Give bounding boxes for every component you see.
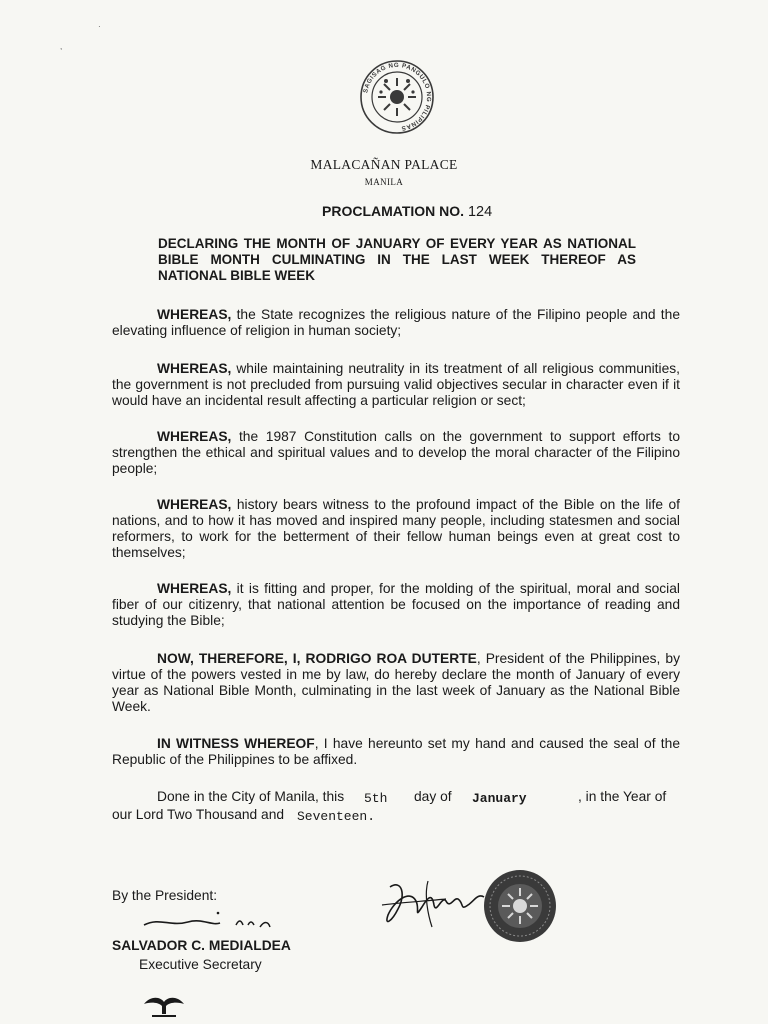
office-stamp-icon (140, 990, 188, 1020)
whereas-paragraph-4 (112, 497, 680, 561)
paragraph-text: history bears witness to the profound impact of the Bible on the life of nations, and to how it has moved and inspired many people, including statesmen and social reformers, to work for the betterment of their fellow human beings even at great cost to themselves; (112, 497, 680, 560)
seal-text: SAGISAG NG PANGULO NG PILIPINAS (362, 61, 433, 132)
paragraph-text: , President of the Philippines, by virtue of the powers vested in me by law, do hereby declare the month of January of every year as National Bible Month, culminating in the last week of January as the National Bible Week. (112, 651, 680, 714)
paragraph-lead: WHEREAS, (157, 361, 232, 376)
whereas-paragraph-2 (112, 361, 680, 409)
paragraph-text: the State recognizes the religious nature of the Filipino people and the elevating influence of religion in human society; (112, 307, 680, 338)
secretary-signature-icon (140, 905, 290, 935)
paragraph-text: the 1987 Constitution calls on the government to support efforts to strengthen the ethical and spiritual values and to develop the moral character of the Filipino people; (112, 429, 680, 476)
scan-speck: , (60, 42, 63, 51)
paragraph-lead: WHEREAS, (157, 429, 232, 444)
proclamation-label: PROCLAMATION NO. (322, 203, 465, 219)
declaration-paragraph (112, 651, 680, 715)
whereas-paragraph-3 (112, 429, 680, 477)
paragraph-text: while maintaining neutrality in its treatment of all religious communities, the government is not precluded from pursuing valid objectives secular in character even if it would have an incidental result affecting a particular religion or sect; (112, 361, 680, 408)
proclamation-number: 124 (467, 204, 493, 220)
paragraph-text: it is fitting and proper, for the molding of the spiritual, moral and social fiber of our citizenry, that national attention be focused on the importance of reading and studying the Bible; (112, 581, 680, 628)
by-the-president-label: By the President: (112, 888, 218, 903)
paragraph-text: , I have hereunto set my hand and caused the seal of the Republic of the Philippines to be affixed. (112, 736, 680, 767)
secretary-title: Executive Secretary (139, 957, 262, 972)
secretary-name: SALVADOR C. MEDIALDEA (112, 938, 291, 953)
done-year-prefix: , in the Year of (578, 789, 667, 804)
palace-heading: MALACAÑAN PALACE (310, 157, 458, 172)
proclamation-heading (322, 203, 492, 220)
paragraph-lead: WHEREAS, (157, 307, 232, 322)
paragraph-lead: WHEREAS, (157, 581, 232, 596)
paragraph-lead: IN WITNESS WHEREOF (157, 736, 315, 751)
city-heading: MANILA (364, 177, 404, 187)
whereas-paragraph-5 (112, 581, 680, 629)
done-day: 5th (364, 791, 388, 806)
scan-speck: · (98, 22, 101, 31)
embossed-seal-icon (482, 868, 558, 944)
whereas-paragraph-1 (112, 307, 680, 339)
done-year-words: Seventeen. (297, 809, 376, 824)
paragraph-lead: NOW, THEREFORE, I, RODRIGO ROA DUTERTE (157, 651, 477, 666)
done-month: January (472, 791, 527, 806)
presidential-seal-icon (359, 59, 435, 135)
president-signature-icon (376, 875, 496, 937)
witness-paragraph (112, 736, 680, 768)
proclamation-title: DECLARING THE MONTH OF JANUARY OF EVERY YEAR AS NATIONAL BIBLE MONTH CULMINATING IN THE LAST WEEK THEREOF AS NATIONAL BIBLE WEEK (158, 236, 636, 283)
done-in-clause (112, 788, 680, 824)
done-day-of: day of (414, 789, 452, 804)
done-prefix: Done in the City of Manila, this (157, 789, 345, 804)
paragraph-lead: WHEREAS, (157, 497, 232, 512)
done-line2-prefix: our Lord Two Thousand and (112, 807, 285, 822)
